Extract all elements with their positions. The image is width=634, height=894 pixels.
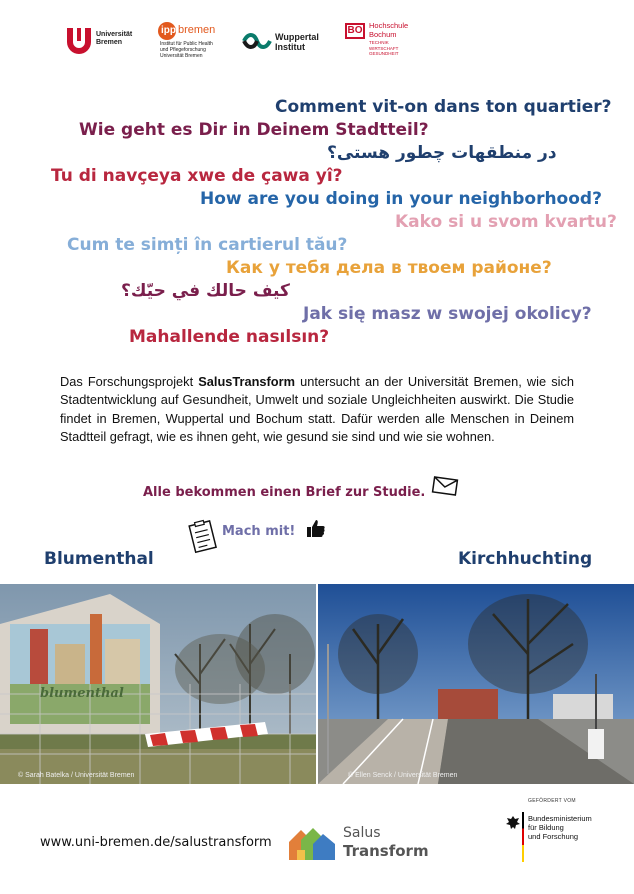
photo-blumenthal (0, 584, 316, 784)
salus-wordmark: Salus (343, 825, 381, 841)
project-description (60, 373, 574, 447)
question-german: Wie geht es Dir in Deinem Stadtteil? (79, 120, 429, 140)
federal-eagle-icon (505, 815, 521, 831)
bochum-name: Hochschule Bochum (369, 21, 409, 39)
question-bosnian: Kako si u svom kvartu? (395, 212, 617, 232)
photo-credit-right: © Ellen Senck / Universität Bremen (348, 772, 458, 779)
envelope-icon (431, 474, 460, 497)
project-name: SalusTransform (198, 374, 295, 389)
mural-text: blumenthal (40, 686, 124, 701)
question-persian: در منطقهات چطور هستی؟ (327, 143, 557, 163)
bochum-logo-icon: BO (345, 23, 365, 39)
funded-by-label: GEFÖRDERT VOM (528, 798, 576, 804)
wuppertal-logo-icon (242, 32, 272, 50)
thumbs-up-icon (306, 518, 326, 538)
description-rest: untersucht an der Universität Bremen, wie sich Stadtentwicklung auf Gesundheit, Umwelt und soziale Ungleichheiten auswirkt. Die Studie findet in Bremen, Wuppertal und Bochum statt. Dafür werden alle Menschen in Deinem Stadtteil gefragt, wie es ihnen geht, wie gesund sie sind und wie sie wohnen. (60, 374, 574, 445)
question-french: Comment vit-on dans ton quartier? (275, 97, 612, 117)
logo-bochum (345, 22, 425, 62)
letter-announcement: Alle bekommen einen Brief zur Studie. (143, 485, 426, 500)
ipp-subtitle: Institut für Public Health und Pflegeforschung Universität Bremen (160, 41, 213, 59)
question-english: How are you doing in your neighborhood? (200, 189, 602, 209)
question-russian: Как у тебя дела в твоем районе? (226, 258, 552, 278)
ipp-name: bremen (178, 24, 216, 36)
question-romanian: Cum te simți în cartierul tău? (67, 235, 348, 255)
uni-bremen-name: Universität Bremen (96, 31, 133, 46)
photo-kirchhuchting (318, 584, 634, 784)
photo-credit-left: © Sarah Batelka / Universität Bremen (18, 772, 135, 779)
bochum-subtitle: TECHNIK WIRTSCHAFT GESUNDHEIT (369, 40, 399, 56)
clipboard-checklist-icon (187, 517, 220, 554)
transform-wordmark: Transform (343, 842, 429, 860)
blumenthal-scene-illustration (0, 584, 316, 784)
uni-bremen-logo-icon (64, 25, 94, 55)
ipp-prefix: ipp (161, 25, 176, 36)
logo-wuppertal (242, 30, 327, 54)
wuppertal-name: Wuppertal Institut (275, 32, 319, 52)
kirchhuchting-scene-illustration (318, 584, 634, 784)
place-right-title: Kirchhuchting (458, 549, 593, 569)
question-turkish: Mahallende nasılsın? (129, 327, 330, 347)
german-flag-stripe (522, 812, 524, 862)
ministry-name: Bundesministerium für Bildung und Forschung (528, 814, 592, 841)
logo-uni-bremen (64, 25, 144, 57)
logo-ipp (158, 22, 233, 62)
join-call: Mach mit! (222, 524, 296, 539)
description-intro: Das Forschungsprojekt (60, 374, 199, 389)
place-left-title: Blumenthal (44, 549, 154, 569)
question-kurdish: Tu di navçeya xwe de çawa yî? (51, 166, 343, 186)
salus-transform-logo-icon (287, 822, 337, 862)
question-polish: Jak się masz w swojej okolicy? (303, 304, 592, 324)
website-url[interactable]: www.uni-bremen.de/salustransform (40, 835, 272, 850)
question-arabic: كيف حالك في حيّك؟ (121, 281, 290, 301)
